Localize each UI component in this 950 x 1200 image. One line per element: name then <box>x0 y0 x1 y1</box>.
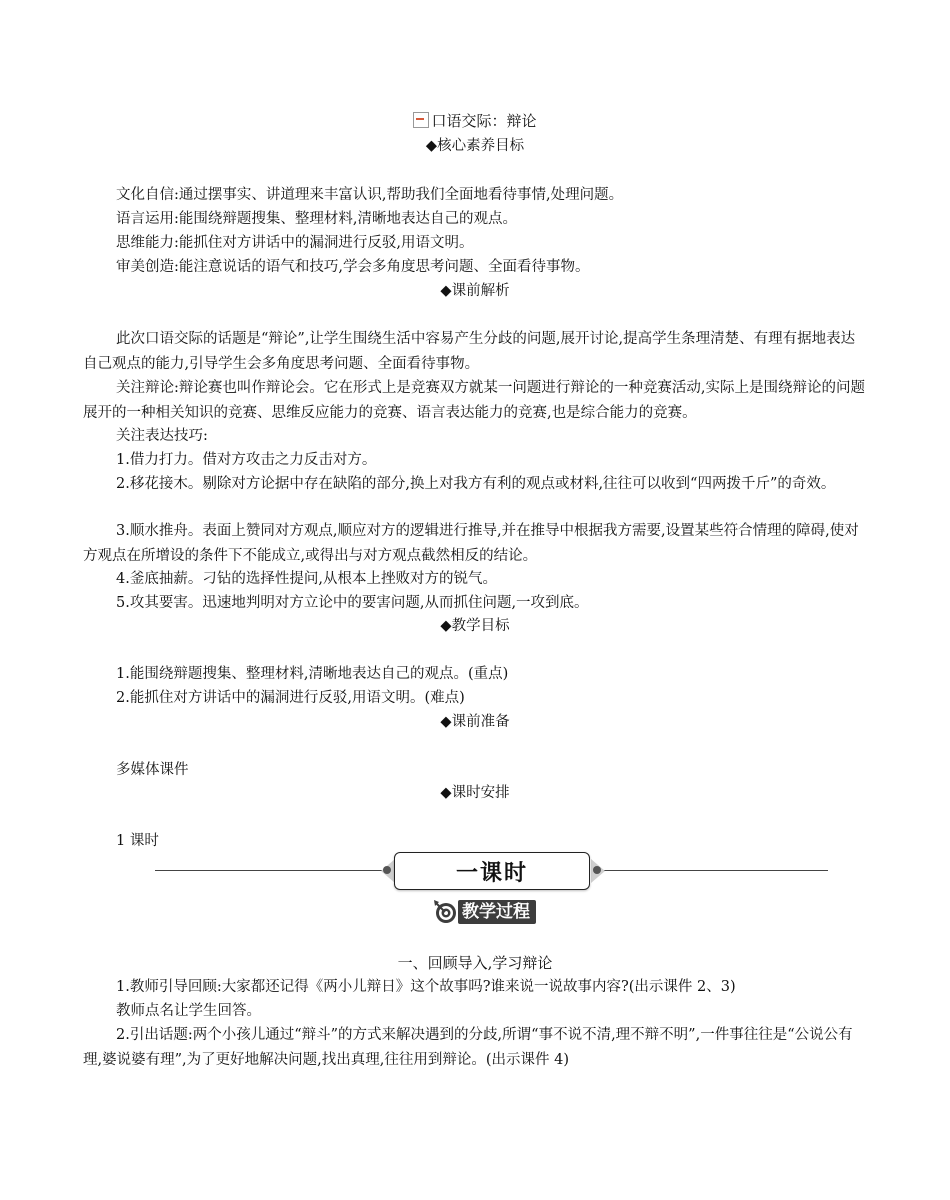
process-paragraph: 教师点名让学生回答。 <box>116 1003 261 1019</box>
technique-item: 3.顺水推舟。表面上赞同对方观点,顺应对方的逻辑进行推导,并在推导中根据我方需要,设置某些符合情理的障碍,使对方观点在所增设的条件下不能成立,或得出与对方观点截然相反的结论。 <box>83 523 859 564</box>
core-item: 思维能力:能抓住对方讲话中的漏洞进行反驳,用语文明。 <box>116 235 474 251</box>
schedule-text: 1 课时 <box>116 833 159 849</box>
document-title: 口语交际：辩论 <box>0 110 950 131</box>
process-paragraph: 1.教师引导回顾:大家都还记得《两小儿辩日》这个故事吗?谁来说一说故事内容?(出示课件 2、3) <box>116 979 736 995</box>
technique-item: 5.攻其要害。迅速地判明对方立论中的要害问题,从而抓住问题,一攻到底。 <box>116 595 589 611</box>
technique-item: 1.借力打力。借对方攻击之力反击对方。 <box>116 452 377 468</box>
technique-item: 4.釜底抽薪。刁钻的选择性提问,从根本上挫败对方的锐气。 <box>116 571 497 587</box>
lesson-banner <box>155 852 828 890</box>
heading-analysis: ◆课前解析 <box>440 283 510 299</box>
dot-decoration <box>383 866 391 874</box>
technique-item: 2.移花接木。剔除对方论据中存在缺陷的部分,换上对我方有利的观点或材料,往往可以收到“四两拨千斤”的奇效。 <box>116 476 836 492</box>
heading-core: ◆核心素养目标 <box>425 138 525 154</box>
process-badge <box>432 899 536 925</box>
core-item: 语言运用:能围绕辩题搜集、整理材料,清晰地表达自己的观点。 <box>116 211 517 227</box>
heading-goals: ◆教学目标 <box>440 618 510 634</box>
divider <box>595 870 828 871</box>
goal-item: 1.能围绕辩题搜集、整理材料,清晰地表达自己的观点。(重点) <box>116 666 509 682</box>
target-icon <box>432 899 458 925</box>
process-paragraph: 2.引出话题:两个小孩儿通过“辩斗”的方式来解决遇到的分歧,所谓“事不说不清,理不辩不明”,一件事往往是“公说公有理,婆说婆有理”,为了更好地解决问题,找出真理,往往用到辩论。(出示课件 4) <box>83 1027 853 1068</box>
section-title: 一、回顾导入,学习辩论 <box>397 954 553 972</box>
dot-decoration <box>593 866 601 874</box>
image-placeholder-icon <box>413 112 429 128</box>
prep-text: 多媒体课件 <box>116 762 189 778</box>
divider <box>155 870 395 871</box>
analysis-paragraph: 此次口语交际的话题是“辩论”,让学生围绕生活中容易产生分歧的问题,展开讨论,提高学生条理清楚、有理有据地表达自己观点的能力,引导学生会多角度思考问题、全面看待事物。 <box>83 331 856 372</box>
analysis-paragraph: 关注表达技巧: <box>116 428 208 444</box>
core-item: 文化自信:通过摆事实、讲道理来丰富认识,帮助我们全面地看待事情,处理问题。 <box>116 187 624 203</box>
analysis-paragraph: 关注辩论:辩论赛也叫作辩论会。它在形式上是竞赛双方就某一问题进行辩论的一种竞赛活动,实际上是围绕辩论的问题展开的一种相关知识的竞赛、思维反应能力的竞赛、语言表达能力的竞赛,也是综合能力的竞赛。 <box>83 380 865 421</box>
heading-prep: ◆课前准备 <box>440 714 510 730</box>
process-badge-label: 教学过程 <box>458 900 536 924</box>
heading-schedule: ◆课时安排 <box>440 785 510 801</box>
goal-item: 2.能抓住对方讲话中的漏洞进行反驳,用语文明。(难点) <box>116 690 465 706</box>
core-item: 审美创造:能注意说话的语气和技巧,学会多角度思考问题、全面看待事物。 <box>116 259 590 275</box>
lesson-banner-label: 一课时 <box>394 852 590 890</box>
